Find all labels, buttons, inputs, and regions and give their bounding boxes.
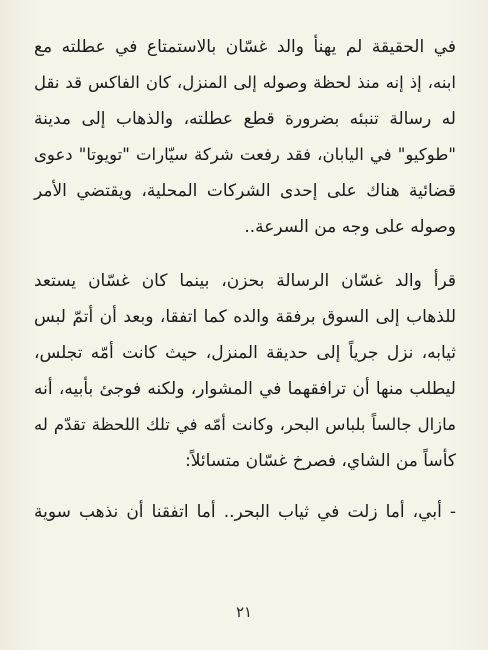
text-line: قضائية هناك على إحدى الشركات المحلية، ويقتضي الأمر xyxy=(34,181,456,201)
page-number: ٢١ xyxy=(235,603,253,621)
text-line: ابنه، إذ إنه منذ لحظة وصوله إلى المنزل، كان الفاكس قد نقل xyxy=(34,73,456,92)
text-line: له رسالة تنبئه بضرورة قطع عطلته، والذهاب إلى مدينة xyxy=(34,109,456,129)
text-line: كأساً من الشاي، فصرخ غسّان متسائلاً: xyxy=(185,451,456,471)
text-line: ثيابه، نزل جرياً إلى حديقة المنزل، حيث كانت أمّه تجلس، xyxy=(34,343,456,363)
text-line: ليطلب منها أن ترافقهما في المشوار، ولكنه فوجئ بأبيه، أنه xyxy=(34,379,456,399)
paragraph-1 xyxy=(34,37,456,253)
text-line: - أبي، أما زلت في ثياب البحر.. أما اتفقنا أن نذهب سوية xyxy=(34,502,456,522)
text-line: في الحقيقة لم يهنأ والد غسّان بالاستمتاع في عطلته مع xyxy=(34,37,456,57)
text-line: وصوله على وجه من السرعة.. xyxy=(244,217,456,237)
text-line: مازال جالساً بلباس البحر، وكانت أمّه في تلك اللحظة تقدّم له xyxy=(34,415,456,434)
paragraph-3 xyxy=(34,502,456,522)
paragraph-2 xyxy=(34,271,456,487)
text-line: للذهاب إلى السوق برفقة والده كما اتفقا، وبعد أن أتمّ لبس xyxy=(34,307,456,327)
text-line: "طوكيو" في اليابان، فقد رفعت شركة سيّارات "تويوتا" دعوى xyxy=(34,145,456,164)
text-line: قرأ والد غسّان الرسالة بحزن، بينما كان غسّان يستعد xyxy=(34,271,456,291)
